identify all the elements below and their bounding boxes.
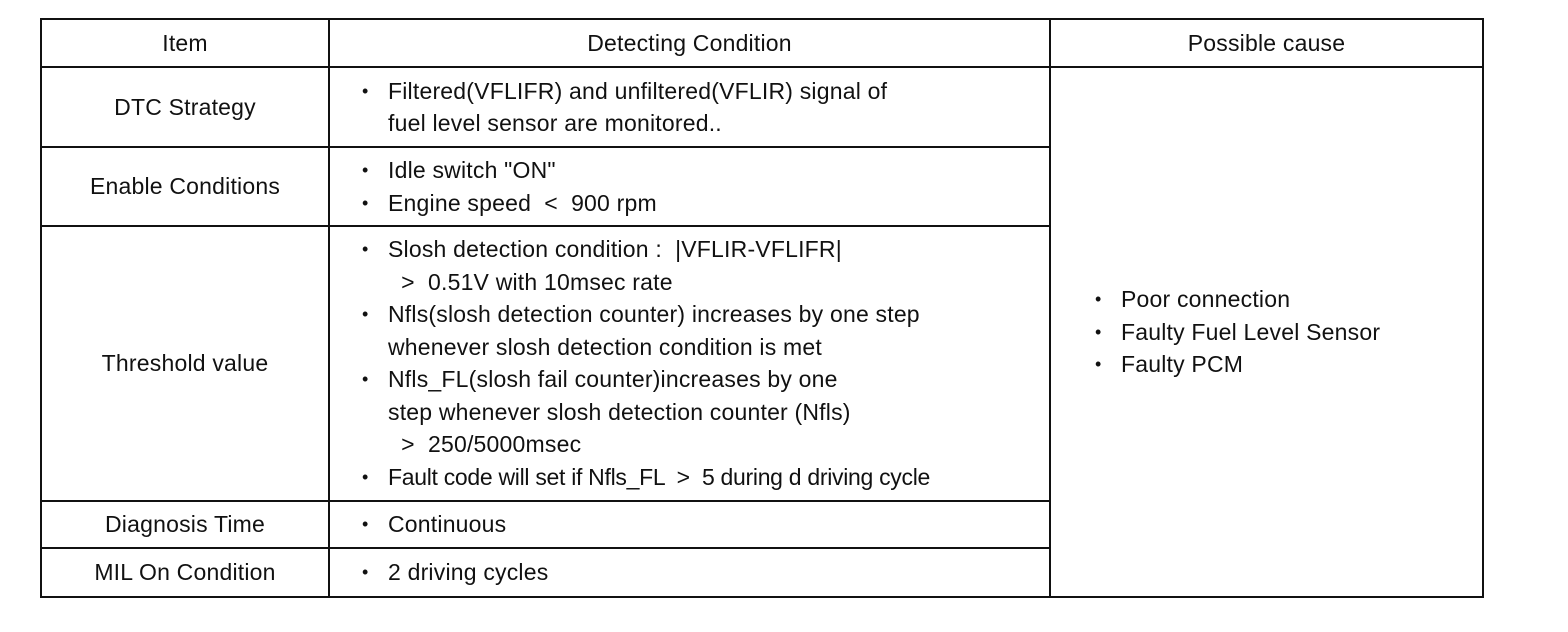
cause-item: • Faulty Fuel Level Sensor [1091, 316, 1472, 349]
item-cell: Enable Conditions [41, 147, 329, 225]
condition-list [358, 233, 1039, 493]
condition-line: > 250/5000msec [388, 431, 582, 458]
condition-item [358, 187, 1039, 220]
condition-line: > 0.51V with 10msec rate [388, 268, 673, 295]
condition-item [358, 363, 1039, 461]
condition-list [358, 556, 1039, 589]
condition-item [358, 154, 1039, 187]
condition-line: • Nfls(slosh detection counter) increases by one step [388, 301, 920, 328]
header-possible-cause: Possible cause [1050, 19, 1483, 67]
condition-item [358, 508, 1039, 541]
condition-line: • 2 driving cycles [388, 559, 549, 586]
cause-item: • Faulty PCM [1091, 348, 1472, 381]
item-cell: Threshold value [41, 226, 329, 501]
condition-line: • Idle switch "ON" [388, 157, 556, 184]
condition-line: whenever slosh detection condition is met [388, 333, 822, 360]
header-item: Item [41, 19, 329, 67]
condition-item [358, 556, 1039, 589]
condition-cell [329, 147, 1050, 225]
possible-cause-cell [1050, 67, 1483, 597]
condition-list [358, 75, 1039, 140]
condition-line: • Slosh detection condition : |VFLIR-VFLIFR| [388, 236, 842, 263]
item-cell: MIL On Condition [41, 548, 329, 597]
condition-list [358, 154, 1039, 219]
condition-cell [329, 548, 1050, 597]
condition-item [358, 461, 1039, 494]
header-detecting-condition: Detecting Condition [329, 19, 1050, 67]
condition-line: • Fault code will set if Nfls_FL > 5 during d driving cycle [388, 463, 930, 490]
condition-line: • Filtered(VFLIFR) and unfiltered(VFLIR) signal of [388, 77, 888, 104]
condition-line: fuel level sensor are monitored.. [388, 110, 722, 137]
condition-line: • Nfls_FL(slosh fail counter)increases by one [388, 366, 838, 393]
condition-item [358, 233, 1039, 298]
condition-cell [329, 226, 1050, 501]
item-cell: Diagnosis Time [41, 501, 329, 548]
header-row [41, 19, 1483, 67]
condition-line: • Engine speed < 900 rpm [388, 189, 657, 216]
condition-item [358, 75, 1039, 140]
condition-cell [329, 67, 1050, 147]
cause-item: • Poor connection [1091, 283, 1472, 316]
condition-line: step whenever slosh detection counter (Nfls) [388, 398, 851, 425]
condition-cell [329, 501, 1050, 548]
condition-line: • Continuous [388, 510, 507, 537]
cause-list [1091, 283, 1472, 381]
condition-item [358, 298, 1039, 363]
dtc-table [40, 18, 1484, 598]
condition-list [358, 508, 1039, 541]
table-row-dtc-strategy [41, 67, 1483, 147]
item-cell: DTC Strategy [41, 67, 329, 147]
